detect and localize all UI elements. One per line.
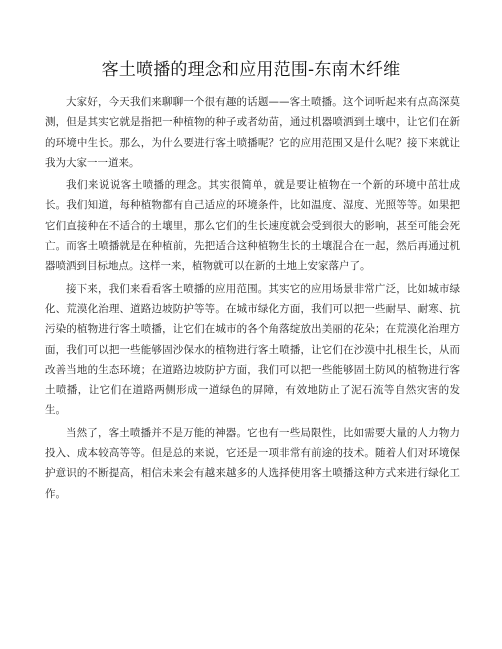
- paragraph-4: 当然了，客土喷播并不是万能的神器。它也有一些局限性，比如需要大量的人力物力投入、成本较高等等。但是总的来说，它还是一项非常有前途的技术。随着人们对环境保护意识的不断提高，相信未来会有越来越多的人选择使用客土喷播这种方式来进行绿化工作。: [45, 426, 460, 500]
- paragraph-3: 接下来，我们来看看客土喷播的应用范围。其实它的应用场景非常广泛，比如城市绿化、荒漠化治理、道路边坡防护等等。在城市绿化方面，我们可以把一些耐旱、耐寒、抗污染的植物进行客土喷播，让它们在城市的各个角落绽放出美丽的花朵；在荒漠化治理方面，我们可以把一些能够固沙保水的植物进行客土喷播，让它们在沙漠中扎根生长，从而改善当地的生态环境；在道路边坡防护方面，我们可以把一些能够固土防风的植物进行客土喷播，让它们在道路两侧形成一道绿色的屏障，有效地防止了泥石流等自然灾害的发生。: [45, 282, 460, 417]
- paragraph-2: 我们来说说客土喷播的理念。其实很简单，就是要让植物在一个新的环境中茁壮成长。我们知道，每种植物都有自己适应的环境条件，比如温度、湿度、光照等等。如果把它们直接种在不适合的土壤里，那么它们的生长速度就会受到很大的影响，甚至可能会死亡。而客土喷播就是在种植前，先把适合这种植物生长的土壤混合在一起，然后再通过机器喷洒到目标地点。这样一来，植物就可以在新的土地上安家落户了。: [45, 179, 460, 273]
- document-body: [45, 92, 460, 506]
- document-title: 客土喷播的理念和应用范围-东南木纤维: [101, 60, 401, 80]
- paragraph-1: 大家好，今天我们来聊聊一个很有趣的话题——客土喷播。这个词听起来有点高深莫测，但是其实它就是指把一种植物的种子或者幼苗，通过机器喷洒到土壤中，让它们在新的环境中生长。那么，为什么要进行客土喷播呢？它的应用范围又是什么呢？接下来就让我为大家一一道来。: [45, 96, 460, 169]
